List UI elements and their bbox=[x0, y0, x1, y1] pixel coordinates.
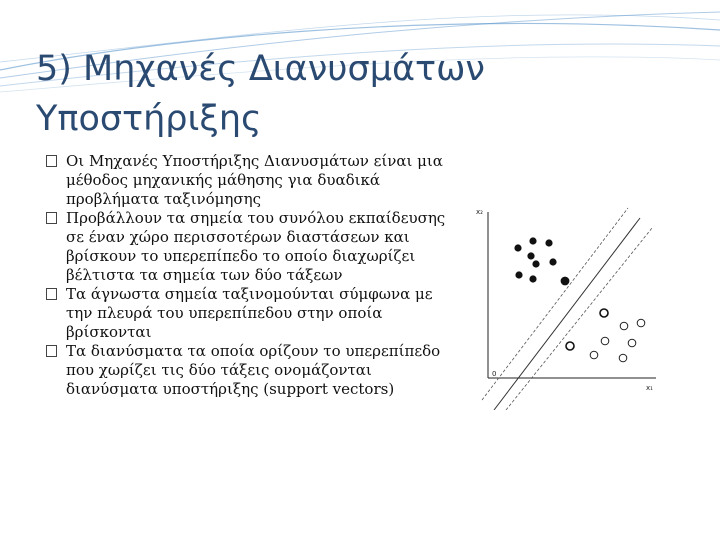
bullet-text: Τα διανύσματα τα οποία ορίζουν το υπερεπίπεδο που χωρίζει τις δύο τάξεις ονομάζονται διανύσματα υποστήριξης (support vectors) bbox=[66, 342, 441, 398]
bullet-item bbox=[46, 285, 458, 342]
bullet-item bbox=[46, 342, 458, 399]
filled-point bbox=[529, 237, 536, 244]
bullet-box-icon bbox=[46, 212, 57, 224]
hollow-support-vector-point bbox=[566, 342, 574, 350]
bullet-text: Τα άγνωστα σημεία ταξινομούνται σύμφωνα με την πλευρά του υπερεπίπεδου στην οποία βρίσκονται bbox=[66, 285, 433, 341]
filled-point bbox=[527, 252, 534, 259]
origin-label: 0 bbox=[492, 370, 497, 378]
filled-support-vector-point bbox=[561, 277, 569, 285]
hollow-support-vector-point bbox=[600, 309, 608, 317]
hollow-point bbox=[601, 337, 609, 345]
bullet-box-icon bbox=[46, 345, 57, 357]
filled-point bbox=[545, 239, 552, 246]
class-b-points bbox=[566, 309, 645, 362]
bullet-box-icon bbox=[46, 288, 57, 300]
hollow-point bbox=[637, 319, 645, 327]
bullet-text: Οι Μηχανές Υποστήριξης Διανυσμάτων είναι μια μέθοδος μηχανικής μάθησης για δυαδικά προβλήματα ταξινόμησης bbox=[66, 152, 443, 208]
bullet-item bbox=[46, 152, 458, 209]
bullet-list bbox=[46, 152, 458, 399]
x-axis-label: x₁ bbox=[646, 384, 653, 392]
bullet-box-icon bbox=[46, 155, 57, 167]
filled-point bbox=[532, 260, 539, 267]
filled-point bbox=[514, 244, 521, 251]
margin-line-upper bbox=[482, 208, 628, 400]
svm-hyperplane-figure bbox=[470, 200, 670, 410]
bullet-text: Προβάλλουν τα σημεία του συνόλου εκπαίδευσης σε έναν χώρο περισσοτέρων διαστάσεων και βρίσκουν το υπερεπίπεδο το οποίο διαχωρίζει βέλτιστα τα σημεία των δύο τάξεων bbox=[66, 209, 446, 284]
class-a-points bbox=[514, 237, 568, 284]
bullet-item bbox=[46, 209, 458, 285]
slide-title: 5) Μηχανές Διανυσμάτων Υποστήριξης bbox=[36, 49, 485, 139]
hollow-point bbox=[628, 339, 636, 347]
filled-point bbox=[515, 271, 522, 278]
y-axis-label: x₂ bbox=[476, 208, 483, 216]
hollow-point bbox=[590, 351, 598, 359]
filled-point bbox=[529, 275, 536, 282]
hollow-point bbox=[620, 322, 628, 330]
filled-point bbox=[549, 258, 556, 265]
hollow-point bbox=[619, 354, 627, 362]
